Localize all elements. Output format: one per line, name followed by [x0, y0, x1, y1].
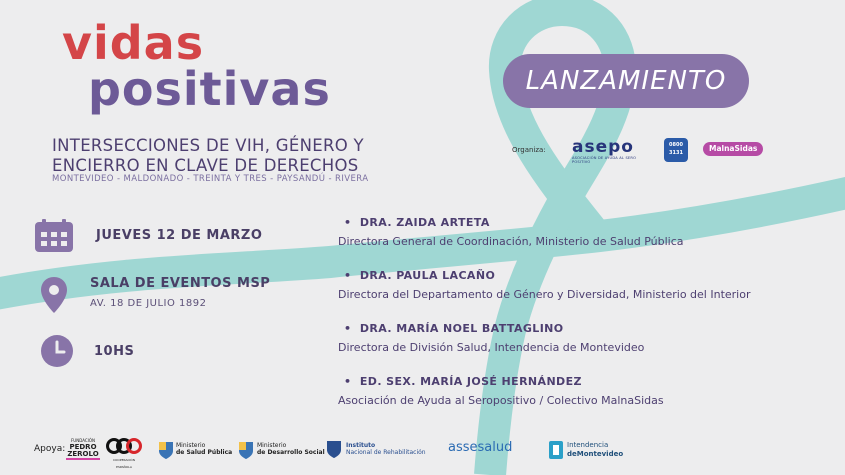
calendar-icon	[34, 219, 74, 253]
speaker-2-name-text: DRA. PAULA LACAÑO	[359, 269, 496, 282]
speaker-2-name: • DRA. PAULA LACAÑO	[344, 269, 496, 282]
event-date: JUEVES 12 DE MARZO	[96, 228, 263, 243]
mides-line2: de Desarrollo Social	[257, 449, 325, 456]
cities-list: MONTEVIDEO - MALDONADO - TREINTA Y TRES - PAYSANDÚ - RIVERA	[52, 174, 369, 184]
event-address: AV. 18 DE JULIO 1892	[90, 298, 207, 309]
launch-badge: LANZAMIENTO	[503, 54, 749, 108]
title-vidas: vidas	[62, 16, 205, 70]
mides-line1: Ministerio	[257, 442, 287, 449]
pedro-zerolo-logo	[66, 437, 100, 460]
mides-logo	[257, 442, 325, 456]
speaker-1-name-text: DRA. ZAIDA ARTETA	[359, 216, 490, 229]
inr-line2: Nacional de Rehabilitación	[346, 449, 426, 456]
cooperacion-espanola-logo	[106, 437, 142, 471]
speaker-1-role: Directora General de Coordinación, Ministerio de Salud Pública	[338, 235, 684, 248]
speaker-1-name: • DRA. ZAIDA ARTETA	[344, 216, 490, 229]
inr-line1: Instituto	[346, 442, 376, 449]
coc-label: COOPERACIÓN ESPAÑOLA	[112, 458, 136, 469]
coc-circles-icon	[106, 437, 142, 455]
msp-logo	[176, 442, 232, 456]
helpline-bottom: 3131	[669, 150, 683, 156]
im-icon	[548, 440, 564, 460]
pz-line1: FUNDACIÓN	[70, 438, 95, 443]
speaker-3-role: Directora de División Salud, Intendencia de Montevideo	[338, 341, 645, 354]
im-logo	[567, 441, 623, 459]
asepo-tagline: ASOCIACIÓN DE AYUDA AL SERO POSITIVO	[572, 156, 637, 164]
speaker-2-role: Directora del Departamento de Género y Diversidad, Ministerio del Interior	[338, 288, 751, 301]
im-line1: Intendencia	[567, 441, 609, 449]
pz-line3: ZEROLO	[67, 450, 99, 458]
pz-line2: PEDRO	[69, 443, 97, 451]
speaker-3-name-text: DRA. MARÍA NOEL BATTAGLINO	[359, 322, 564, 335]
title-positivas: positivas	[88, 62, 331, 116]
inr-logo	[346, 442, 426, 456]
uruguay-shield-icon-2	[238, 440, 254, 460]
msp-line2: de Salud Pública	[176, 449, 233, 456]
asepo-logo	[572, 138, 644, 162]
msp-line1: Ministerio	[176, 442, 206, 449]
apoya-label: Apoya:	[34, 444, 66, 454]
inr-shield-icon	[326, 439, 342, 459]
uruguay-shield-icon-1	[158, 440, 174, 460]
organiza-label: Organiza:	[512, 146, 546, 154]
event-venue: SALA DE EVENTOS MSP	[90, 276, 271, 291]
location-pin-icon	[40, 276, 68, 314]
clock-icon	[40, 334, 74, 368]
event-subtitle: INTERSECCIONES DE VIH, GÉNERO Y ENCIERRO EN CLAVE DE DERECHOS	[52, 136, 364, 175]
speaker-4-name-text: ED. SEX. MARÍA JOSÉ HERNÁNDEZ	[359, 375, 582, 388]
malnasidas-logo: MalnaSidas	[703, 142, 763, 156]
asse-logo	[448, 441, 512, 455]
asse-name: assesalud	[448, 440, 513, 455]
helpline-logo	[664, 138, 688, 162]
helpline-top: 0800	[669, 142, 683, 148]
speaker-4-name: • ED. SEX. MARÍA JOSÉ HERNÁNDEZ	[344, 375, 582, 388]
speaker-4-role: Asociación de Ayuda al Seropositivo / Colectivo MalnaSidas	[338, 394, 664, 407]
im-line2: deMontevideo	[567, 450, 624, 458]
asepo-name: asepo	[572, 137, 634, 157]
event-time: 10HS	[94, 344, 135, 359]
speaker-3-name: • DRA. MARÍA NOEL BATTAGLINO	[344, 322, 564, 335]
